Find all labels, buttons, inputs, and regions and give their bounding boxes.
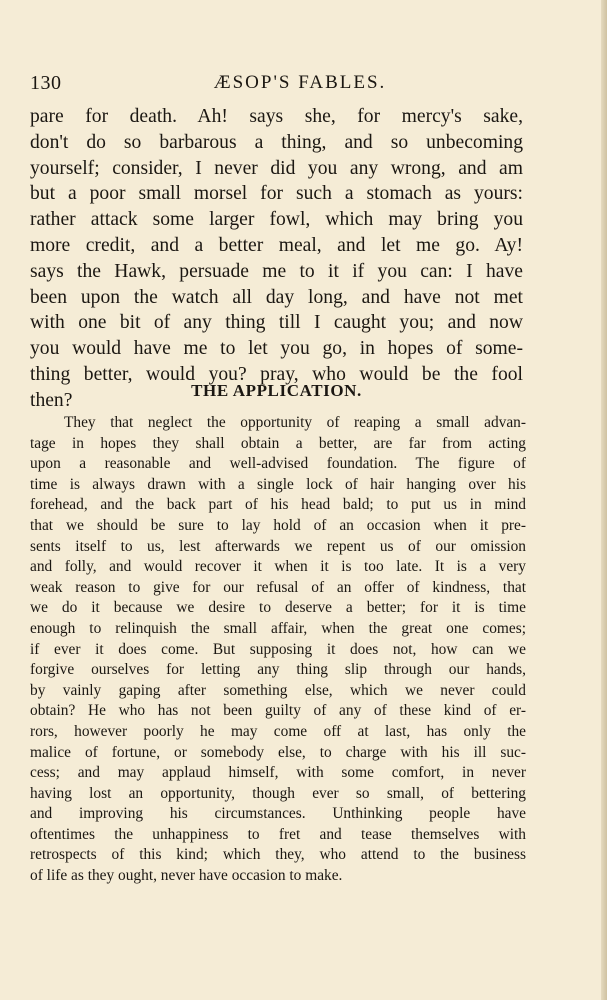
text-line: enough to relinquish the small affair, when the great one comes; xyxy=(30,619,526,637)
text-line: by vainly gaping after something else, which we never could xyxy=(30,681,526,699)
text-line: thing better, would you? pray, who would be the fool xyxy=(30,363,523,385)
text-line: but a poor small morsel for such a stomach as yours: xyxy=(30,183,523,205)
text-line: then? xyxy=(30,389,73,411)
text-line: been upon the watch all day long, and have not met xyxy=(30,286,523,308)
text-line: with one bit of any thing till I caught you; and now xyxy=(30,312,523,334)
text-line: forehead, and the back part of his head bald; to put us in mind xyxy=(30,496,526,514)
text-line: yourself; consider, I never did you any wrong, and am xyxy=(30,157,523,179)
text-line: more credit, and a better meal, and let me go. Ay! xyxy=(30,234,523,256)
text-line: pare for death. Ah! says she, for mercy's sake, xyxy=(30,106,523,127)
page-number: 130 xyxy=(30,72,62,94)
text-line: time is always drawn with a single lock of hair hanging over his xyxy=(30,475,526,493)
text-line: rors, however poorly he may come off at last, has only the xyxy=(30,722,526,740)
text-line: weak reason to give for our refusal of an offer of kindness, that xyxy=(30,578,526,596)
text-line: of life as they ought, never have occasion to make. xyxy=(30,867,343,885)
text-line: don't do so barbarous a thing, and so unbecoming xyxy=(30,131,523,153)
page-header xyxy=(30,72,530,98)
text-line: that we should be sure to lay hold of an occasion when it pre- xyxy=(30,516,526,534)
fable-text xyxy=(30,104,523,414)
application-text xyxy=(30,413,526,887)
text-line: cess; and may applaud himself, with some comfort, in never xyxy=(30,764,526,782)
text-line: sents itself to us, lest afterwards we repent us of our omission xyxy=(30,537,526,555)
text-line: obtain? He who has not been guilty of any of these kind of er- xyxy=(30,702,526,720)
text-line: says the Hawk, persuade me to it if you can: I have xyxy=(30,260,523,282)
text-line: malice of fortune, or somebody else, to charge with his ill suc- xyxy=(30,743,526,761)
text-line: oftentimes the unhappiness to fret and tease themselves with xyxy=(30,825,526,843)
text-line: having lost an opportunity, though ever so small, of bettering xyxy=(30,784,526,802)
text-line: forgive ourselves for letting any thing slip through our hands, xyxy=(30,661,526,679)
text-line: and improving his circumstances. Unthinking people have xyxy=(30,805,526,823)
text-line: we do it because we desire to deserve a better; for it is time xyxy=(30,599,526,617)
text-line: retrospects of this kind; which they, who attend to the business xyxy=(30,846,526,864)
text-line: tage in hopes they shall obtain a better, are far from acting xyxy=(30,434,526,452)
text-line: upon a reasonable and well-advised foundation. The figure of xyxy=(30,455,526,473)
text-line: you would have me to let you go, in hopes of some- xyxy=(30,338,523,360)
page-edge xyxy=(601,0,607,1000)
text-line: if ever it does come. But supposing it does not, how can we xyxy=(30,640,526,658)
running-title: ÆSOP'S FABLES. xyxy=(213,72,387,93)
text-line: They that neglect the opportunity of reaping a small advan- xyxy=(64,414,526,431)
text-line: rather attack some larger fowl, which may bring you xyxy=(30,209,523,231)
text-line: and folly, and would recover it when it is too late. It is a very xyxy=(30,558,526,576)
section-heading: THE APPLICATION. xyxy=(191,381,362,400)
